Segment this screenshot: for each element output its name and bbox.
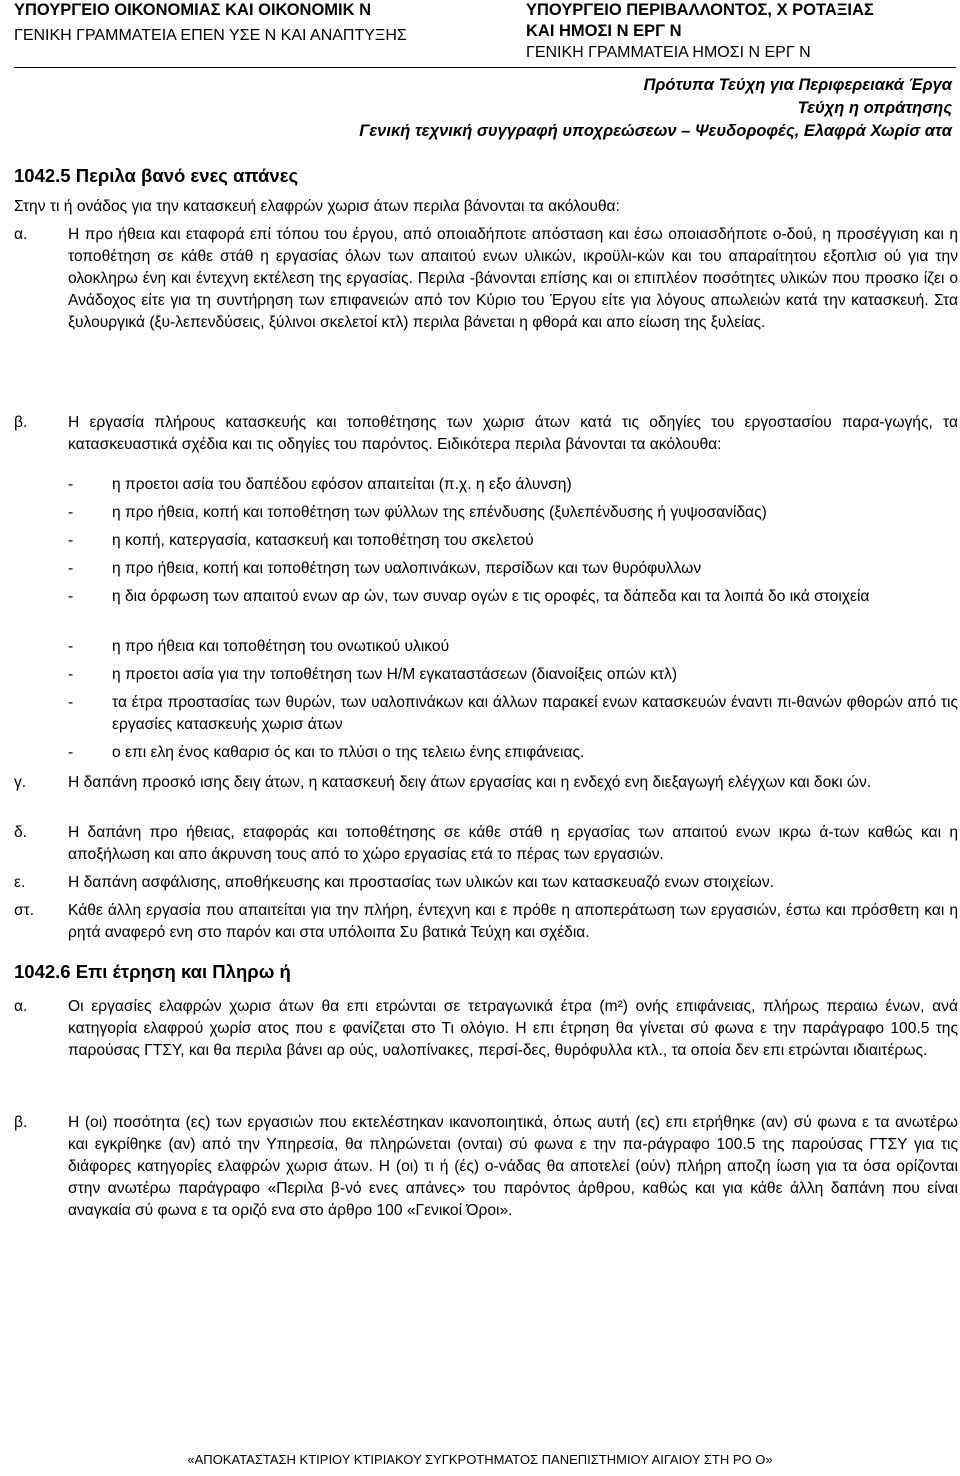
page-footer: «ΑΠΟΚΑΤΑΣΤΑΣΗ ΚΤΙΡΙΟΥ ΚΤΙΡΙΑΚΟΥ ΣΥΓΚΡΟΤΗΜΑΤΟΣ ΠΑΝΕΠΙΣΤΗΜΙΟΥ ΑΙΓΑΙΟΥ ΣΤΗ ΡΟ Ο» [187, 1452, 773, 1467]
secretariat-public-works: ΓΕΝΙΚΗ ΓΡΑΜΜΑΤΕΙΑ ΗΜΟΣΙ Ν ΕΡΓ Ν [526, 44, 811, 61]
item-text: Η εργασία πλήρους κατασκευής και τοποθέτησης των χωρισ άτων κατά τις οδηγίες του εργοστασίου παρα-γωγής, τα κατασκευαστικά σχέδια και τις οδηγίες του παρόντος. Ειδικότερα περιλα βάνονται τα ακόλουθα: [68, 414, 958, 453]
item-label: α. [14, 226, 28, 243]
bullet-item: - η προ ήθεια, κοπή και τοποθέτηση των φύλλων της επένδυσης (ξυλεπένδυσης ή γυψοσανίδας) [14, 502, 958, 524]
bullet-item: - η προ ήθεια, κοπή και τοποθέτηση των υαλοπινάκων, περσίδων και των θυρόφυλλων [14, 558, 958, 580]
section-intro: Στην τι ή ονάδος για την κατασκευή ελαφρών χωρισ άτων περιλα βάνονται τα ακόλουθα: [14, 198, 620, 215]
item-label: ε. [14, 874, 26, 891]
bullet-item: - η κοπή, κατεργασία, κατασκευή και τοποθέτηση του σκελετού [14, 530, 958, 552]
list-item-e [14, 872, 958, 894]
item-text: Η (οι) ποσότητα (ες) των εργασιών που εκτελέστηκαν ικανοποιητικά, όπως αυτή (ες) επι ετρήθηκε (αν) σύ φωνα ε τα ανωτέρω και εγκρίθηκε (αν) από την Υπηρεσία, θα πληρώνεται (ονται) σύ φωνα ε την πα-ράγραφο 100.5 της παρούσας ΓΤΣΥ για τις διάφορες κατηγορίες ελαφρών χωρισ άτων. Η (οι) τι ή (ές) ο-νάδας θα αποτελεί (ούν) πλήρη αποζη ίωση για τα όσα ορίζονται στην ανωτέρω παράγραφο «Περιλα β-νό ενες απάνες» του παρόντος άρθρου, καθώς και για κάθε άλλη δαπάνη που είναι αναγκαία σύ φωνα ε τα οριζό ενα στο άρθρο 100 «Γενικοί Όροι». [68, 1114, 958, 1219]
list-item-c [14, 772, 958, 794]
item-label: β. [14, 1114, 28, 1131]
doc-info-line-1: Πρότυπα Τεύχη για Περιφερειακά Έργα [643, 76, 952, 94]
bullet-text: η δια όρφωση των απαιτού ενων αρ ών, των συναρ ογών ε τις οροφές, τα δάπεδα και τα λοιπά δο ικά στοιχεία [112, 588, 870, 605]
item-label: α. [14, 998, 28, 1015]
item-text: Η δαπάνη ασφάλισης, αποθήκευσης και προστασίας των υλικών και των κατασκευαζό ενων στοιχείων. [68, 874, 774, 891]
bullet-item: - τα έτρα προστασίας των θυρών, των υαλοπινάκων και άλλων παρακεί ενων κατασκευών έναντι πι-θανών φθορών από τις εργασίες κατασκευής χωρισ άτων [14, 692, 958, 736]
section-heading-1042-5: 1042.5 Περιλα βανό ενες απάνες [14, 165, 299, 186]
ministry-finance-title: ΥΠΟΥΡΓΕΙΟ ΟΙΚΟΝΟΜΙΑΣ ΚΑΙ ΟΙΚΟΝΟΜΙΚ Ν [14, 1, 372, 19]
document-info [359, 74, 952, 143]
item-text: Κάθε άλλη εργασία που απαιτείται για την πλήρη, έντεχνη και ε πρόθε η αποπεράτωση των εργασιών, έστω και πρόσθετη και η ρητά αναφερό ενη στο παρόν και στα υπόλοιπα Συ βατικά Τεύχη και σχέδια. [68, 902, 958, 941]
ministry-environment-title-1: ΥΠΟΥΡΓΕΙΟ ΠΕΡΙΒΑΛΛΟΝΤΟΣ, Χ ΡΟΤΑΞΙΑΣ [526, 1, 874, 19]
header-right [526, 0, 874, 64]
header-left [14, 0, 407, 47]
doc-info-line-2: Τεύχη η οπράτησης [797, 99, 952, 117]
bullet-text: η κοπή, κατεργασία, κατασκευή και τοποθέτηση του σκελετού [112, 532, 534, 549]
item-text: Η δαπάνη προ ήθειας, εταφοράς και τοποθέτησης σε κάθε στάθ η εργασίας των απαιτού ενων ικρω ά-των καθώς και η αποξήλωση και απο άκρυνση τους από το χώρο εργασίας ετά το πέρας των εργασιών. [68, 824, 958, 863]
item-label: στ. [14, 902, 35, 919]
bullet-text: η προ ήθεια, κοπή και τοποθέτηση των υαλοπινάκων, περσίδων και των θυρόφυλλων [112, 560, 702, 577]
list-item-a [14, 224, 958, 334]
doc-info-line-3: Γενική τεχνική συγγραφή υποχρεώσεων – Ψευδοροφές, Ελαφρά Χωρίσ ατα [359, 122, 952, 140]
bullet-item: - η προετοι ασία για την τοποθέτηση των Η/Μ εγκαταστάσεων (διανοίξεις οπών κτλ) [14, 664, 958, 686]
bullet-text: η προετοι ασία για την τοποθέτηση των Η/Μ εγκαταστάσεων (διανοίξεις οπών κτλ) [112, 666, 678, 683]
measurement-item-a [14, 996, 958, 1062]
bullet-item: - η δια όρφωση των απαιτού ενων αρ ών, των συναρ ογών ε τις οροφές, τα δάπεδα και τα λοιπά δο ικά στοιχεία [14, 586, 958, 608]
measurement-item-b [14, 1112, 958, 1222]
bullet-text: ο επι ελη ένος καθαρισ ός και το πλύσι ο της τελειω ένης επιφάνειας. [112, 744, 585, 761]
bullet-item: - η προ ήθεια και τοποθέτηση του ονωτικού υλικού [14, 636, 958, 658]
bullet-text: η προ ήθεια και τοποθέτηση του ονωτικού υλικού [112, 638, 450, 655]
bullet-text: τα έτρα προστασίας των θυρών, των υαλοπινάκων και άλλων παρακεί ενων κατασκευών έναντι πι-θανών φθορών από τις εργασίες κατασκευής χωρισ άτων [112, 694, 958, 733]
item-label: γ. [14, 774, 27, 791]
item-text: Η προ ήθεια και εταφορά επί τόπου του έργου, από οποιαδήποτε απόσταση και έσω οποιασδήποτε ο-δού, η προσέγγιση και η τοποθέτηση σε κάθε στάθ η εργασίας όλων των απαιτού ενων υλικών, ικροϋλι-κών και του απαραίτητου εξοπλισ ού για την ολοκληρω ένη και έντεχνη εκτέλεση της εργασίας. Περιλα -βάνονται επίσης και οι επιπλέον ποσότητες υλικών που προσκο ίζει ο Ανάδοχος είτε για τη συντήρηση των επιφανειών από τον Κύριο του Έργου είτε για λόγους απωλειών κατά την κατασκευή. Στα ξυλουργικά (ξυ-λεπενδύσεις, ξύλινοι σκελετοί κτλ) περιλα βάνεται η φθορά και απο είωση της ξυλείας. [68, 226, 958, 331]
header-rule [14, 67, 956, 68]
list-item-b [14, 412, 958, 456]
section-heading-1042-6: 1042.6 Επι έτρηση και Πληρω ή [14, 961, 291, 982]
list-item-d [14, 822, 958, 866]
bullet-item: - ο επι ελη ένος καθαρισ ός και το πλύσι ο της τελειω ένης επιφάνειας. [14, 742, 958, 764]
ministry-environment-title-2: ΚΑΙ ΗΜΟΣΙ Ν ΕΡΓ Ν [526, 22, 682, 40]
item-text: Η δαπάνη προσκό ισης δειγ άτων, η κατασκευή δειγ άτων εργασίας και η ενδεχό ενη διεξαγωγή ελέγχων και δοκι ών. [68, 774, 872, 791]
bullet-item: - η προετοι ασία του δαπέδου εφόσον απαιτείται (π.χ. η εξο άλυνση) [14, 474, 958, 496]
item-label: β. [14, 414, 28, 431]
item-label: δ. [14, 824, 28, 841]
item-text: Οι εργασίες ελαφρών χωρισ άτων θα επι ετρώνται σε τετραγωνικά έτρα (m²) ονής επιφάνειας, πλήρως περαιω ένων, ανά κατηγορία ελαφρού χωρίσ ατος που ε φανίζεται στο Τι ολόγιο. Η επι έτρηση θα γίνεται σύ φωνα ε την παράγραφο 100.5 της παρούσας ΓΤΣΥ, και θα περιλα βάνει αρ ούς, υαλοπίνακες, περσί-δες, θυρόφυλλα κτλ., τα οποία δεν επι ετρώνται ιδιαιτέρως. [68, 998, 958, 1059]
secretariat-investments: ΓΕΝΙΚΗ ΓΡΑΜΜΑΤΕΙΑ ΕΠΕΝ ΥΣΕ Ν ΚΑΙ ΑΝΑΠΤΥΞΗΣ [14, 27, 407, 44]
bullet-text: η προ ήθεια, κοπή και τοποθέτηση των φύλλων της επένδυσης (ξυλεπένδυσης ή γυψοσανίδας) [112, 504, 767, 521]
bullet-text: η προετοι ασία του δαπέδου εφόσον απαιτείται (π.χ. η εξο άλυνση) [112, 476, 572, 493]
list-item-st [14, 900, 958, 944]
